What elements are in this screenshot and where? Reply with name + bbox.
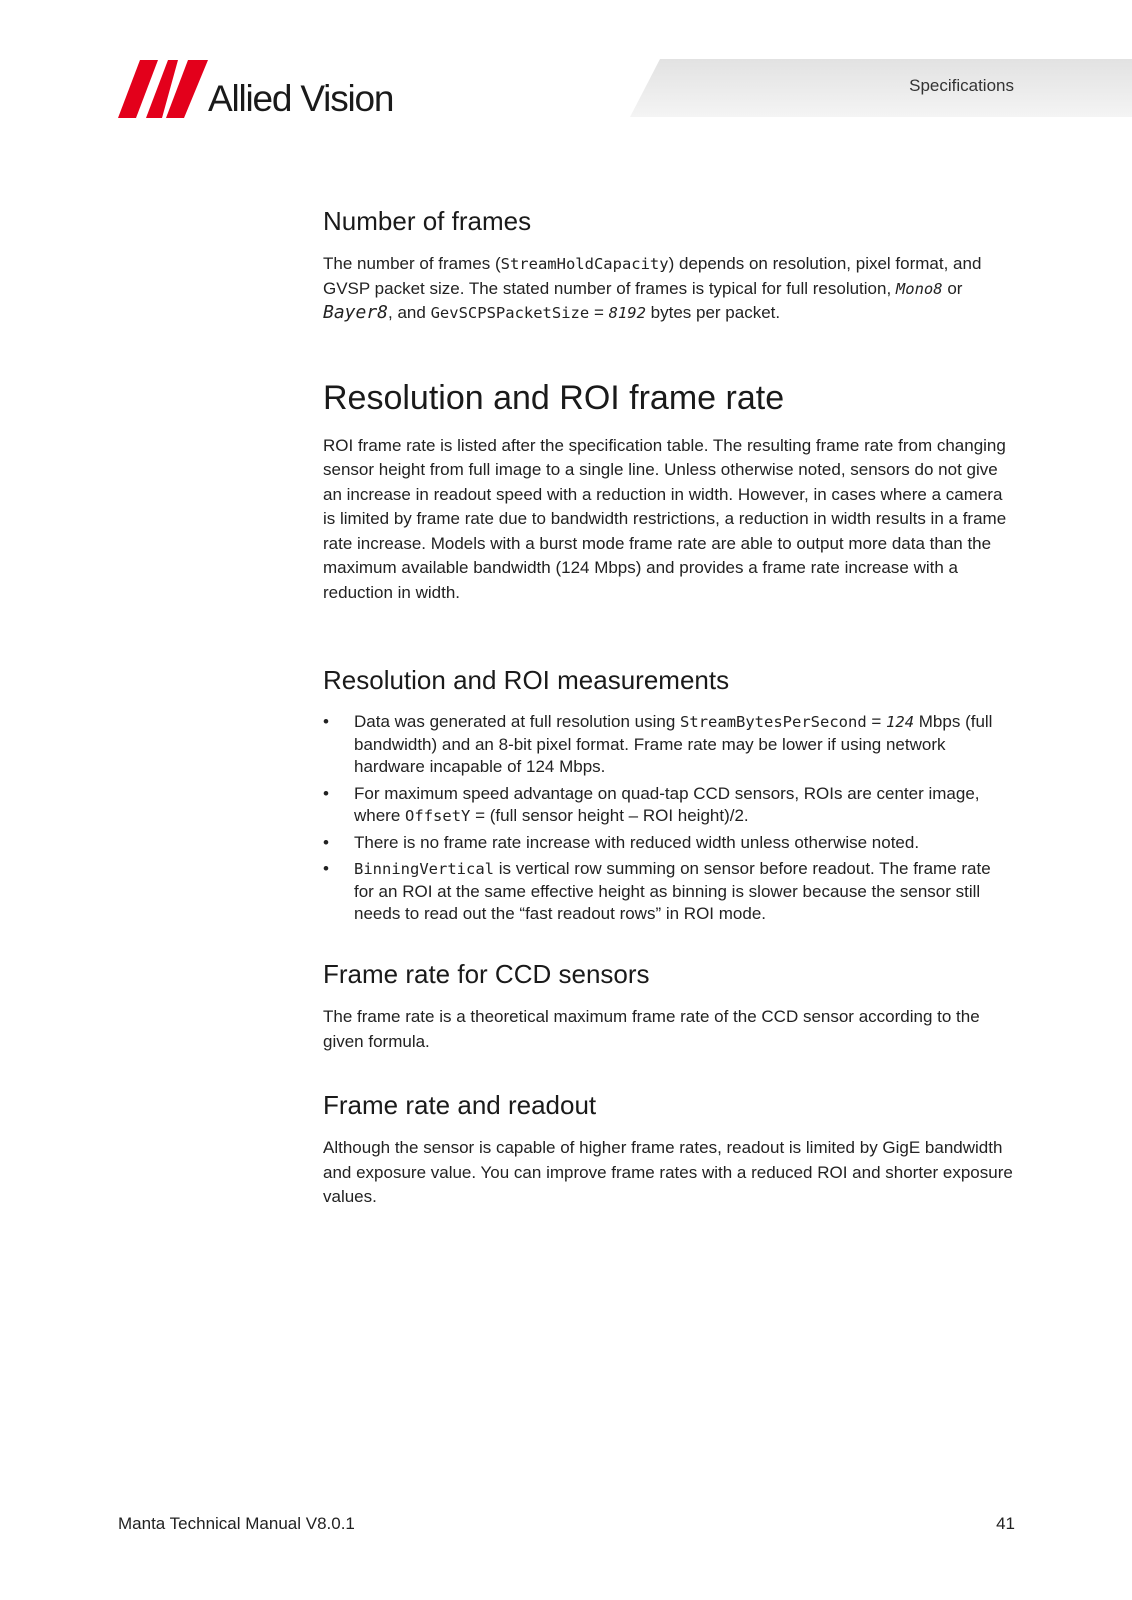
allied-vision-logo-icon: [118, 60, 210, 118]
heading-frame-rate-readout: Frame rate and readout: [323, 1090, 597, 1120]
param-stream-bytes-per-second: StreamBytesPerSecond: [680, 713, 867, 732]
section-frame-rate-readout: [323, 1090, 1015, 1210]
bullet-icon: •: [323, 783, 329, 803]
measurements-list: [323, 711, 1015, 926]
footer-manual-title: Manta Technical Manual V8.0.1: [118, 1514, 355, 1533]
bullet-icon: •: [323, 859, 329, 879]
section-roi-measurements: [323, 665, 1015, 930]
list-item: • BinningVertical is vertical row summing on sensor before readout. The frame rate for an ROI at the same effective height as binning is slower because the sensor still needs to read out the “fast readout rows” in ROI mode.: [323, 859, 991, 924]
section-ccd-frame-rate: [323, 959, 1015, 1054]
param-offset-y: OffsetY: [405, 807, 471, 826]
bullet-icon: •: [323, 712, 329, 732]
bullet-icon: •: [323, 832, 329, 852]
heading-roi-frame-rate: Resolution and ROI frame rate: [323, 379, 785, 417]
param-mono8: Mono8: [895, 279, 943, 298]
brand-name: Allied Vision: [208, 78, 394, 119]
value-124: 124: [886, 713, 915, 732]
heading-ccd-frame-rate: Frame rate for CCD sensors: [323, 959, 650, 989]
brand-logo: [118, 60, 418, 122]
paragraph-frame-rate-readout: Although the sensor is capable of higher frame rates, readout is limited by GigE bandwidth and exposure value. You can improve frame rates with a reduced ROI and shorter exposure values.: [323, 1138, 1013, 1207]
list-item: • For maximum speed advantage on quad-tap CCD sensors, ROIs are center image, where OffsetY = (full sensor height – ROI height)/2.: [323, 783, 980, 826]
heading-roi-measurements: Resolution and ROI measurements: [323, 665, 730, 695]
section-number-of-frames: [323, 206, 1015, 326]
heading-number-of-frames: Number of frames: [323, 206, 532, 236]
param-packet-size: GevSCPSPacketSize: [430, 304, 590, 323]
param-binning-vertical: BinningVertical: [354, 860, 494, 879]
header-tab: [630, 59, 1132, 117]
list-item: • Data was generated at full resolution using StreamBytesPerSecond = 124 Mbps (full bandwidth) and an 8-bit pixel format. Frame rate may be lower if using network hardware incapable of 124 Mbps.: [323, 712, 993, 777]
section-roi-frame-rate: [323, 378, 1015, 605]
section-label: Specifications: [909, 76, 1014, 95]
footer-page-number: 41: [996, 1514, 1015, 1533]
paragraph-number-of-frames: The number of frames (StreamHoldCapacity) depends on resolution, pixel format, and GVSP packet size. The stated number of frames is typical for full resolution, Mono8 or Bayer8, and GevSCPSPacketSize = 8192 bytes per packet.: [323, 254, 982, 324]
paragraph-roi-frame-rate: ROI frame rate is listed after the specification table. The resulting frame rate from changing sensor height from full image to a single line. Unless otherwise noted, sensors do not give an increase in readout speed with a reduction in width. However, in cases where a camera is limited by frame rate due to bandwidth restrictions, a reduction in width results in a frame rate increase. Models with a burst mode frame rate are able to output more data than the maximum available bandwidth (124 Mbps) and provides a frame rate increase with a reduction in width.: [323, 435, 1007, 602]
param-bayer8: Bayer8: [323, 302, 389, 324]
paragraph-ccd-frame-rate: The frame rate is a theoretical maximum frame rate of the CCD sensor according to the given formula.: [323, 1007, 980, 1051]
param-stream-hold-capacity: StreamHoldCapacity: [500, 255, 669, 274]
list-item: • There is no frame rate increase with reduced width unless otherwise noted.: [323, 832, 1015, 855]
value-8192: 8192: [608, 304, 646, 323]
